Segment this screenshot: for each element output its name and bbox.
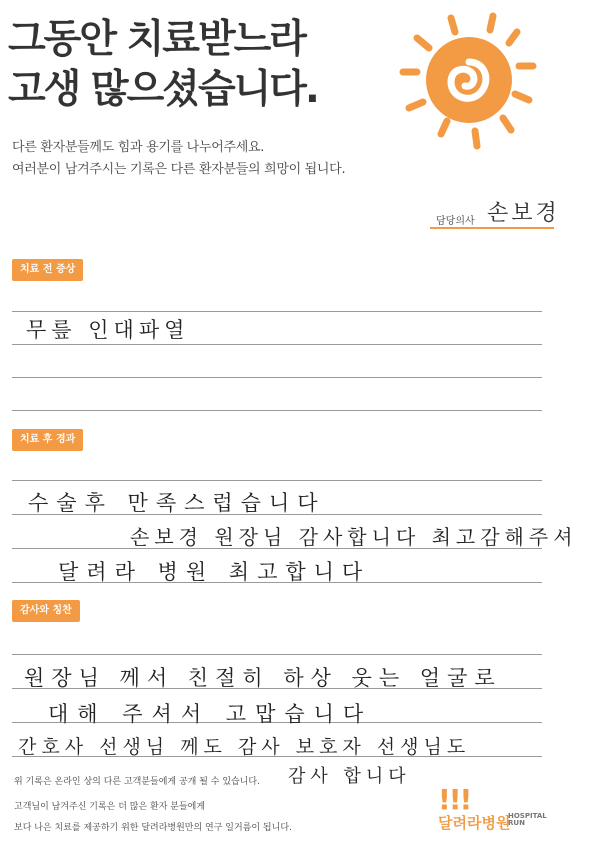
- doctor-name: 손보경: [487, 201, 560, 226]
- doctor-underline: [430, 227, 554, 229]
- rule-line: [12, 480, 542, 481]
- intro-line-2: 여러분이 남겨주시는 기록은 다른 환자분들의 희망이 됩니다.: [12, 162, 346, 177]
- footer-line-1: 위 기록은 온라인 상의 다른 고객분들에게 공개 될 수 있습니다.: [14, 777, 260, 787]
- logo-mark: !!!: [438, 783, 471, 816]
- logo-english-line-1: HOSPITAL: [508, 812, 547, 820]
- footer-line-2: 고객님이 남겨주신 기록은 더 많은 환자 분들에게: [14, 802, 206, 812]
- handwritten-line: 간호사 선생님 께도 감사 보호자 선생님도: [18, 736, 471, 758]
- logo-english-line-2: RUN: [508, 819, 525, 828]
- section-tag-before: 치료 전 증상: [12, 259, 83, 281]
- doctor-label: 담당의사: [436, 216, 475, 227]
- hospital-logo: [438, 783, 547, 832]
- footer-line-3: 보다 나은 치료를 제공하기 위한 달려라병원만의 연구 일거름이 됩니다.: [14, 823, 292, 833]
- logo-english: [508, 813, 568, 828]
- handwritten-line: 감사 합니다: [288, 766, 411, 787]
- section-tag-after: 치료 후 경과: [12, 429, 83, 451]
- rule-line: [12, 311, 542, 312]
- rule-line: [12, 410, 542, 411]
- handwritten-line: 달려라 병원 최고합니다: [58, 560, 371, 584]
- rule-line: [12, 654, 542, 655]
- sun-illustration: [395, 8, 540, 153]
- title-line-1: 그동안 치료받느라: [8, 17, 305, 62]
- handwritten-line: 수술후 만족스럽습니다: [28, 491, 326, 515]
- rule-line: [12, 377, 542, 378]
- title-line-2: 고생 많으셨습니다.: [8, 67, 318, 112]
- intro-line-1: 다른 환자분들께도 힘과 용기를 나누어주세요.: [12, 140, 265, 155]
- handwritten-line: 무릎 인대파열: [26, 318, 190, 342]
- rule-line: [12, 344, 542, 345]
- handwritten-line: 손보경 원장님 감사합니다 최고감해주셔: [130, 525, 578, 549]
- handwritten-line: 대해 주셔서 고맙습니다: [48, 702, 373, 726]
- section-tag-thanks: 감사와 칭찬: [12, 600, 80, 622]
- handwritten-line: 원장님 께서 친절히 하상 웃는 얼굴로: [24, 666, 502, 690]
- logo-name: 달려라병원: [438, 814, 511, 832]
